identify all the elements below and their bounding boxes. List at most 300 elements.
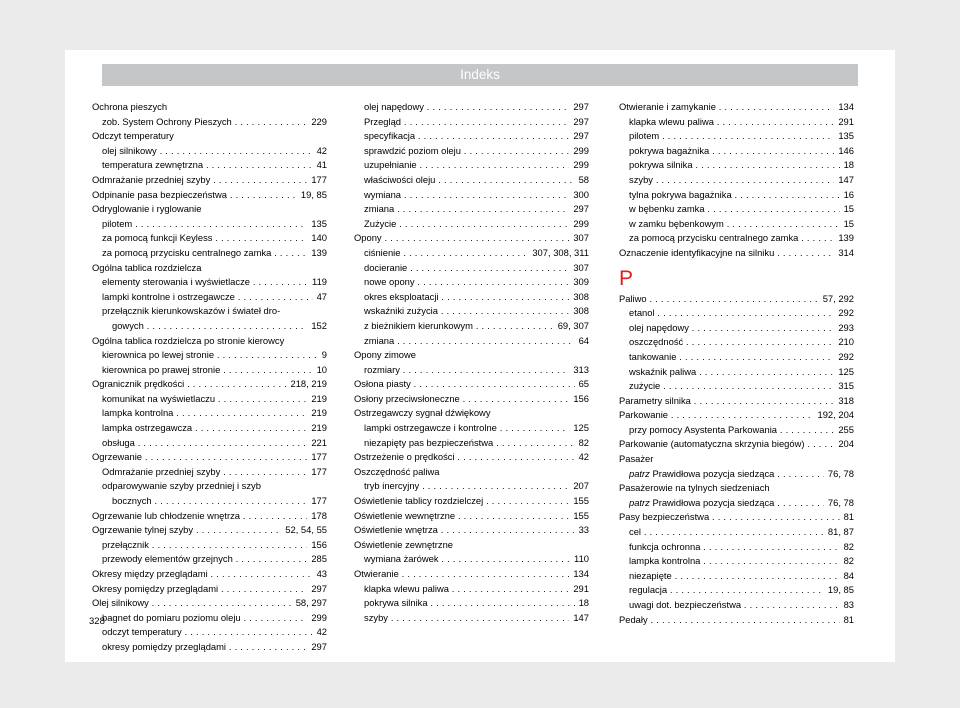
index-entry-page: 152 <box>307 319 327 334</box>
index-entry-page: 219 <box>307 392 327 407</box>
index-entry-text: klapka wlewu paliwa . . . <box>629 116 854 127</box>
index-entry-page: 19, 85 <box>824 583 854 598</box>
index-entry <box>629 231 854 246</box>
index-entry <box>364 261 589 276</box>
index-entry <box>354 567 589 582</box>
index-entry-page: 10 <box>313 363 327 378</box>
index-entry-page: 147 <box>569 611 589 626</box>
index-entry-text: Pasażer <box>619 453 654 465</box>
index-entry-text: Oświetlenie zewnętrzne <box>354 538 454 550</box>
index-entry <box>364 129 589 144</box>
index-entry-text: lampka kontrolna . . . <box>102 407 327 418</box>
index-entry-text: Ogranicznik prędkości . . . <box>92 378 327 389</box>
index-entry-text: sprawdzić poziom oleju . . . <box>364 145 589 156</box>
index-entry <box>629 335 854 350</box>
index-entry-text: Opony zimowe <box>354 349 417 361</box>
index-entry-text: za pomocą funkcji Keyless . . . <box>102 232 327 243</box>
index-entry-page: 308 <box>569 290 589 305</box>
index-entry-text: pilotem . . . <box>629 130 854 141</box>
index-entry-text: lampki ostrzegawcze i kontrolne . . . <box>364 422 589 433</box>
index-entry-text: Osłony przeciwsłoneczne . . . <box>354 393 589 404</box>
index-entry <box>364 275 589 290</box>
index-entry-text: Pedały . . . <box>619 614 854 625</box>
index-entry-page: 64 <box>575 334 589 349</box>
index-entry-text: właściwości oleju . . . <box>364 174 589 185</box>
index-entry-text: wymiana . . . <box>364 189 589 200</box>
index-entry-term: Prawidłowa pozycja siedząca <box>652 496 775 508</box>
index-entry <box>102 552 327 567</box>
index-entry <box>102 158 327 173</box>
index-entry-text: regulacja . . . <box>629 584 854 595</box>
index-entry-page: 57, 292 <box>819 292 854 307</box>
index-entry-page: 15 <box>840 202 854 217</box>
index-entry-text: Ogólna tablica rozdzielcza po stronie kierowcy <box>92 334 285 346</box>
index-entry-page: 134 <box>834 100 854 115</box>
index-entry <box>102 406 327 421</box>
index-entry-page: 255 <box>834 423 854 438</box>
index-entry <box>92 450 327 465</box>
index-entry-text: bagnet do pomiaru poziomu oleju . . . <box>102 612 327 623</box>
index-entry-page: 292 <box>834 350 854 365</box>
index-entry-text: Odpinanie pasa bezpieczeństwa . . . <box>92 189 327 200</box>
index-entry-page: 219 <box>307 421 327 436</box>
index-entry-text: Ochrona pieszych <box>92 101 168 112</box>
index-entry-page: 299 <box>569 217 589 232</box>
index-column-2 <box>354 100 589 625</box>
index-entry-page: 18 <box>575 596 589 611</box>
index-entry <box>629 115 854 130</box>
index-entry <box>629 525 854 540</box>
index-entry-page: 204 <box>834 437 854 452</box>
index-entry-page: 221 <box>307 436 327 451</box>
index-entry-page: 125 <box>834 365 854 380</box>
index-entry-text: gowych . . . <box>112 320 327 331</box>
index-entry <box>354 538 589 553</box>
index-entry-text: kierownica po prawej stronie . . . <box>102 364 327 375</box>
index-entry <box>92 567 327 582</box>
index-entry <box>102 231 327 246</box>
index-entry-text: przy pomocy Asystenta Parkowania . . . <box>629 424 854 435</box>
index-entry <box>364 144 589 159</box>
index-entry <box>354 494 589 509</box>
index-entry <box>102 275 327 290</box>
index-entry-page: 135 <box>834 129 854 144</box>
index-entry-page: 299 <box>569 158 589 173</box>
index-entry-text: odparowywanie szyby przedniej i szyb <box>102 480 261 492</box>
index-entry-page: 309 <box>569 275 589 290</box>
index-entry <box>629 144 854 159</box>
index-entry-page: 84 <box>840 569 854 584</box>
index-entry-text: szyby . . . <box>629 174 854 185</box>
index-entry-text: wymiana żarówek . . . <box>364 553 589 564</box>
index-entry-text: zmiana . . . <box>364 203 589 214</box>
section-letter: P <box>619 266 634 290</box>
index-entry-page: 155 <box>569 509 589 524</box>
index-entry-page: 297 <box>569 115 589 130</box>
index-entry-page: 192, 204 <box>814 408 855 423</box>
index-entry-page: 147 <box>834 173 854 188</box>
index-entry <box>629 365 854 380</box>
index-entry-text: Pasy bezpieczeństwa . . . <box>619 511 854 522</box>
index-group-o <box>619 100 854 261</box>
index-entry-text: Okresy pomiędzy przeglądami . . . <box>92 583 327 594</box>
index-entry-text: olej silnikowy . . . <box>102 145 327 156</box>
index-entry-page: 299 <box>569 144 589 159</box>
index-entry-text: docieranie . . . <box>364 262 589 273</box>
index-entry <box>619 100 854 115</box>
index-entry-text: Oświetlenie wewnętrzne . . . <box>354 510 589 521</box>
index-entry <box>619 437 854 452</box>
index-entry-text: tankowanie . . . <box>629 351 854 362</box>
index-entry <box>619 510 854 525</box>
index-entry <box>364 173 589 188</box>
index-group-p <box>619 292 854 628</box>
index-column-3 <box>619 100 854 627</box>
index-entry <box>354 465 589 480</box>
index-entry <box>102 538 327 553</box>
index-entry-text: Olej silnikowy . . . <box>92 597 327 608</box>
index-entry <box>354 509 589 524</box>
index-entry-page: 15 <box>840 217 854 232</box>
index-entry-text: ciśnienie . . . <box>364 247 589 258</box>
index-entry <box>92 188 327 203</box>
index-entry-text: w zamku bębenkowym . . . <box>629 218 854 229</box>
index-entry-page: 177 <box>307 494 327 509</box>
index-entry <box>364 436 589 451</box>
index-entry-page: 81, 87 <box>824 525 854 540</box>
index-entry <box>629 540 854 555</box>
index-entry-text: uwagi dot. bezpieczeństwa . . . <box>629 599 854 610</box>
index-entry <box>619 394 854 409</box>
index-entry-page: 18 <box>840 158 854 173</box>
index-entry <box>629 569 854 584</box>
index-entry-text: Opony . . . <box>354 232 589 243</box>
index-entry-text: okres eksploatacji . . . <box>364 291 589 302</box>
index-entry-text: Oświetlenie tablicy rozdzielczej . . . <box>354 495 589 506</box>
index-entry-text: zużycie . . . <box>629 380 854 391</box>
index-entry <box>619 481 854 496</box>
index-entry-page: 229 <box>307 115 327 130</box>
index-entry-text: klapka wlewu paliwa . . . <box>364 583 589 594</box>
index-entry <box>92 596 327 611</box>
index-entry-page: 308 <box>569 304 589 319</box>
index-entry-page: 42 <box>313 144 327 159</box>
page-title: Indeks <box>460 67 500 82</box>
header-bar <box>102 64 858 86</box>
index-entry-page: 139 <box>307 246 327 261</box>
index-entry-text: kierownica po lewej stronie . . . <box>102 349 327 360</box>
index-entry-text: pokrywa silnika . . . <box>629 159 854 170</box>
index-entry-page: 58 <box>575 173 589 188</box>
index-entry-page: 43 <box>313 567 327 582</box>
index-entry <box>364 115 589 130</box>
index-entry-text: nowe opony . . . <box>364 276 589 287</box>
index-entry-text: przełącznik kierunkowskazów i świateł dro- <box>102 305 281 317</box>
index-entry <box>92 582 327 597</box>
index-entry <box>619 408 854 423</box>
index-entry <box>629 350 854 365</box>
index-entry-page: 291 <box>834 115 854 130</box>
index-entry-text: temperatura zewnętrzna . . . <box>102 159 327 170</box>
index-entry-text: w bębenku zamka . . . <box>629 203 854 214</box>
index-entry <box>112 494 327 509</box>
index-entry-page: 297 <box>307 640 327 655</box>
index-entry-text: cel . . . <box>629 526 854 537</box>
index-entry-text: tylna pokrywa bagażnika . . . <box>629 189 854 200</box>
index-entry-text: oszczędność . . . <box>629 336 854 347</box>
index-entry <box>364 421 589 436</box>
index-entry <box>92 509 327 524</box>
index-entry-text: Odmrażanie przedniej szyby . . . <box>102 466 327 477</box>
index-entry-text <box>629 468 854 479</box>
index-entry-text: Otwieranie . . . <box>354 568 589 579</box>
index-entry-text: Przegląd . . . <box>364 116 589 127</box>
index-entry <box>102 290 327 305</box>
index-entry <box>92 523 327 538</box>
index-entry-page: 177 <box>307 465 327 480</box>
index-entry <box>629 202 854 217</box>
index-entry-page: 210 <box>834 335 854 350</box>
index-entry <box>102 304 327 319</box>
index-entry <box>102 363 327 378</box>
index-entry <box>364 363 589 378</box>
index-entry <box>364 319 589 334</box>
index-entry-text: pokrywa bagażnika . . . <box>629 145 854 156</box>
index-entry-page: 9 <box>318 348 327 363</box>
index-entry-page: 125 <box>569 421 589 436</box>
index-entry <box>629 598 854 613</box>
index-entry <box>102 611 327 626</box>
index-entry <box>92 173 327 188</box>
index-entry-page: 307, 308, 311 <box>528 246 589 261</box>
index-entry <box>619 246 854 261</box>
index-entry-text: bocznych . . . <box>112 495 327 506</box>
index-entry-page: 41 <box>313 158 327 173</box>
index-entry-text: okresy pomiędzy przeglądami . . . <box>102 641 327 652</box>
index-entry <box>102 625 327 640</box>
index-entry <box>354 450 589 465</box>
index-entry <box>629 306 854 321</box>
index-entry-text: komunikat na wyświetlaczu . . . <box>102 393 327 404</box>
index-entry-page: 300 <box>569 188 589 203</box>
index-entry-text: przewody elementów grzejnych . . . <box>102 553 327 564</box>
index-entry <box>364 158 589 173</box>
index-entry-text: Otwieranie i zamykanie . . . <box>619 101 854 112</box>
index-entry <box>364 611 589 626</box>
index-entry-page: 177 <box>307 450 327 465</box>
index-entry <box>629 423 854 438</box>
index-entry-text: Oszczędność paliwa <box>354 465 440 477</box>
index-entry-text: Ogólna tablica rozdzielcza <box>92 261 202 273</box>
index-entry <box>92 129 327 144</box>
index-entry-page: 155 <box>569 494 589 509</box>
page-number: 328 <box>89 616 105 627</box>
index-entry-text: pokrywa silnika . . . <box>364 597 589 608</box>
index-entry-text: niezapięte . . . <box>629 570 854 581</box>
index-entry <box>364 479 589 494</box>
index-entry <box>629 173 854 188</box>
index-entry-page: 156 <box>307 538 327 553</box>
index-entry-text: Paliwo . . . <box>619 293 854 304</box>
index-entry-text: lampki kontrolne i ostrzegawcze . . . <box>102 291 327 302</box>
index-entry-text: Parkowanie . . . <box>619 409 854 420</box>
index-entry-page: 119 <box>308 275 327 290</box>
index-entry-page: 140 <box>307 231 327 246</box>
index-entry-see-ref: patrz <box>629 496 650 508</box>
index-entry <box>629 467 854 482</box>
index-entry <box>629 129 854 144</box>
index-entry <box>102 465 327 480</box>
index-entry <box>619 292 854 307</box>
index-entry <box>354 523 589 538</box>
index-entry <box>629 217 854 232</box>
index-entry <box>364 334 589 349</box>
index-entry-page: 135 <box>307 217 327 232</box>
index-entry-text: Ogrzewanie tylnej szyby . . . <box>92 524 327 535</box>
index-entry-page: 146 <box>834 144 854 159</box>
index-entry-page: 16 <box>840 188 854 203</box>
index-entry <box>629 188 854 203</box>
index-entry-text: Oznaczenie identyfikacyjne na silniku . . . <box>619 247 854 258</box>
index-entry-page: 47 <box>313 290 327 305</box>
index-entry <box>92 334 327 349</box>
index-entry-page: 307 <box>569 261 589 276</box>
index-entry <box>364 552 589 567</box>
index-entry-see-ref: patrz <box>629 467 650 479</box>
index-entry-text: Parkowanie (automatyczna skrzynia biegów) . . . <box>619 438 854 449</box>
index-entry-page: 297 <box>307 582 327 597</box>
index-entry-page: 177 <box>307 173 327 188</box>
index-entry-text: wskaźnik paliwa . . . <box>629 366 854 377</box>
index-entry-page: 313 <box>569 363 589 378</box>
index-entry-text: z bieżnikiem kierunkowym . . . <box>364 320 589 331</box>
index-entry-page: 285 <box>307 552 327 567</box>
index-entry-page: 69, 307 <box>554 319 589 334</box>
index-entry-page: 76, 78 <box>824 496 854 511</box>
index-entry <box>102 246 327 261</box>
index-entry-text: Odmrażanie przedniej szyby . . . <box>92 174 327 185</box>
index-entry-page: 33 <box>575 523 589 538</box>
index-entry-text: Ostrzeżenie o prędkości . . . <box>354 451 589 462</box>
index-entry-page: 65 <box>575 377 589 392</box>
index-entry-page: 297 <box>569 100 589 115</box>
index-entry-page: 293 <box>834 321 854 336</box>
index-entry-page: 156 <box>569 392 589 407</box>
index-entry-page: 292 <box>834 306 854 321</box>
index-entry <box>354 231 589 246</box>
index-entry <box>102 640 327 655</box>
index-entry-page: 19, 85 <box>297 188 327 203</box>
index-entry-text: Oświetlenie wnętrza . . . <box>354 524 589 535</box>
index-entry-page: 314 <box>834 246 854 261</box>
index-entry <box>364 290 589 305</box>
index-entry-text: Zużycie . . . <box>364 218 589 229</box>
index-entry-page: 58, 297 <box>292 596 327 611</box>
index-entry-text: specyfikacja . . . <box>364 130 589 141</box>
index-entry-page: 178 <box>307 509 327 524</box>
index-entry-text: za pomocą przycisku centralnego zamka . . . <box>102 247 327 258</box>
index-entry <box>102 392 327 407</box>
index-entry <box>364 100 589 115</box>
index-entry <box>92 261 327 276</box>
index-entry-text: Ostrzegawczy sygnał dźwiękowy <box>354 407 491 419</box>
index-entry-page: 297 <box>569 202 589 217</box>
index-column-1 <box>92 100 327 655</box>
index-entry-text: tryb inercyjny . . . <box>364 480 589 491</box>
index-entry-text: Osłona piasty . . . <box>354 378 589 389</box>
index-entry-page: 291 <box>569 582 589 597</box>
index-entry-page: 297 <box>569 129 589 144</box>
index-entry-text: olej napędowy . . . <box>364 101 589 112</box>
index-entry-text: niezapięty pas bezpieczeństwa . . . <box>364 437 589 448</box>
index-entry-text: Ogrzewanie . . . <box>92 451 327 462</box>
index-entry-text: pilotem . . . <box>102 218 327 229</box>
index-entry-page: 134 <box>569 567 589 582</box>
index-entry-page: 218, 219 <box>287 377 328 392</box>
index-entry-page: 76, 78 <box>824 467 854 482</box>
index-entry <box>354 348 589 363</box>
index-entry-page: 82 <box>840 540 854 555</box>
index-entry <box>619 452 854 467</box>
index-entry-page: 207 <box>569 479 589 494</box>
index-entry <box>92 377 327 392</box>
index-entry-page: 81 <box>840 613 854 628</box>
index-entry-text: obsługa . . . <box>102 437 327 448</box>
index-entry-term: Prawidłowa pozycja siedząca <box>652 467 775 479</box>
index-entry <box>629 158 854 173</box>
index-entry-page: 307 <box>569 231 589 246</box>
index-entry <box>364 188 589 203</box>
index-entry-text: Parametry silnika . . . <box>619 395 854 406</box>
index-entry <box>354 406 589 421</box>
index-entry <box>629 496 854 511</box>
index-entry-text: Pasażerowie na tylnych siedzeniach <box>619 482 770 494</box>
index-entry <box>629 554 854 569</box>
index-entry <box>92 202 327 217</box>
index-entry <box>102 436 327 451</box>
index-entry <box>92 100 327 115</box>
index-entry-page: 110 <box>570 552 589 567</box>
index-entry <box>364 217 589 232</box>
index-entry-text: przełącznik . . . <box>102 539 327 550</box>
index-entry-page: 315 <box>834 379 854 394</box>
index-page <box>65 50 895 662</box>
index-entry <box>629 321 854 336</box>
index-entry <box>364 304 589 319</box>
index-entry-page: 82 <box>575 436 589 451</box>
index-entry <box>102 421 327 436</box>
index-entry-text: rozmiary . . . <box>364 364 589 375</box>
index-entry-page: 139 <box>834 231 854 246</box>
index-entry-page: 42 <box>575 450 589 465</box>
index-entry <box>629 379 854 394</box>
index-entry-page: 81 <box>840 510 854 525</box>
index-entry-text: funkcja ochronna . . . <box>629 541 854 552</box>
index-entry-page: 52, 54, 55 <box>281 523 327 538</box>
index-entry-page: 318 <box>834 394 854 409</box>
index-entry <box>364 202 589 217</box>
index-entry-text: lampka kontrolna . . . <box>629 555 854 566</box>
index-entry-text: za pomocą przycisku centralnego zamka . . . <box>629 232 854 243</box>
index-entry-text: wskaźniki zużycia . . . <box>364 305 589 316</box>
index-entry <box>619 613 854 628</box>
index-entry-text: uzupełnianie . . . <box>364 159 589 170</box>
index-entry-text: lampka ostrzegawcza . . . <box>102 422 327 433</box>
index-entry <box>102 479 327 494</box>
index-entry-page: 83 <box>840 598 854 613</box>
index-entry-text: Odryglowanie i ryglowanie <box>92 203 202 215</box>
index-entry <box>354 377 589 392</box>
